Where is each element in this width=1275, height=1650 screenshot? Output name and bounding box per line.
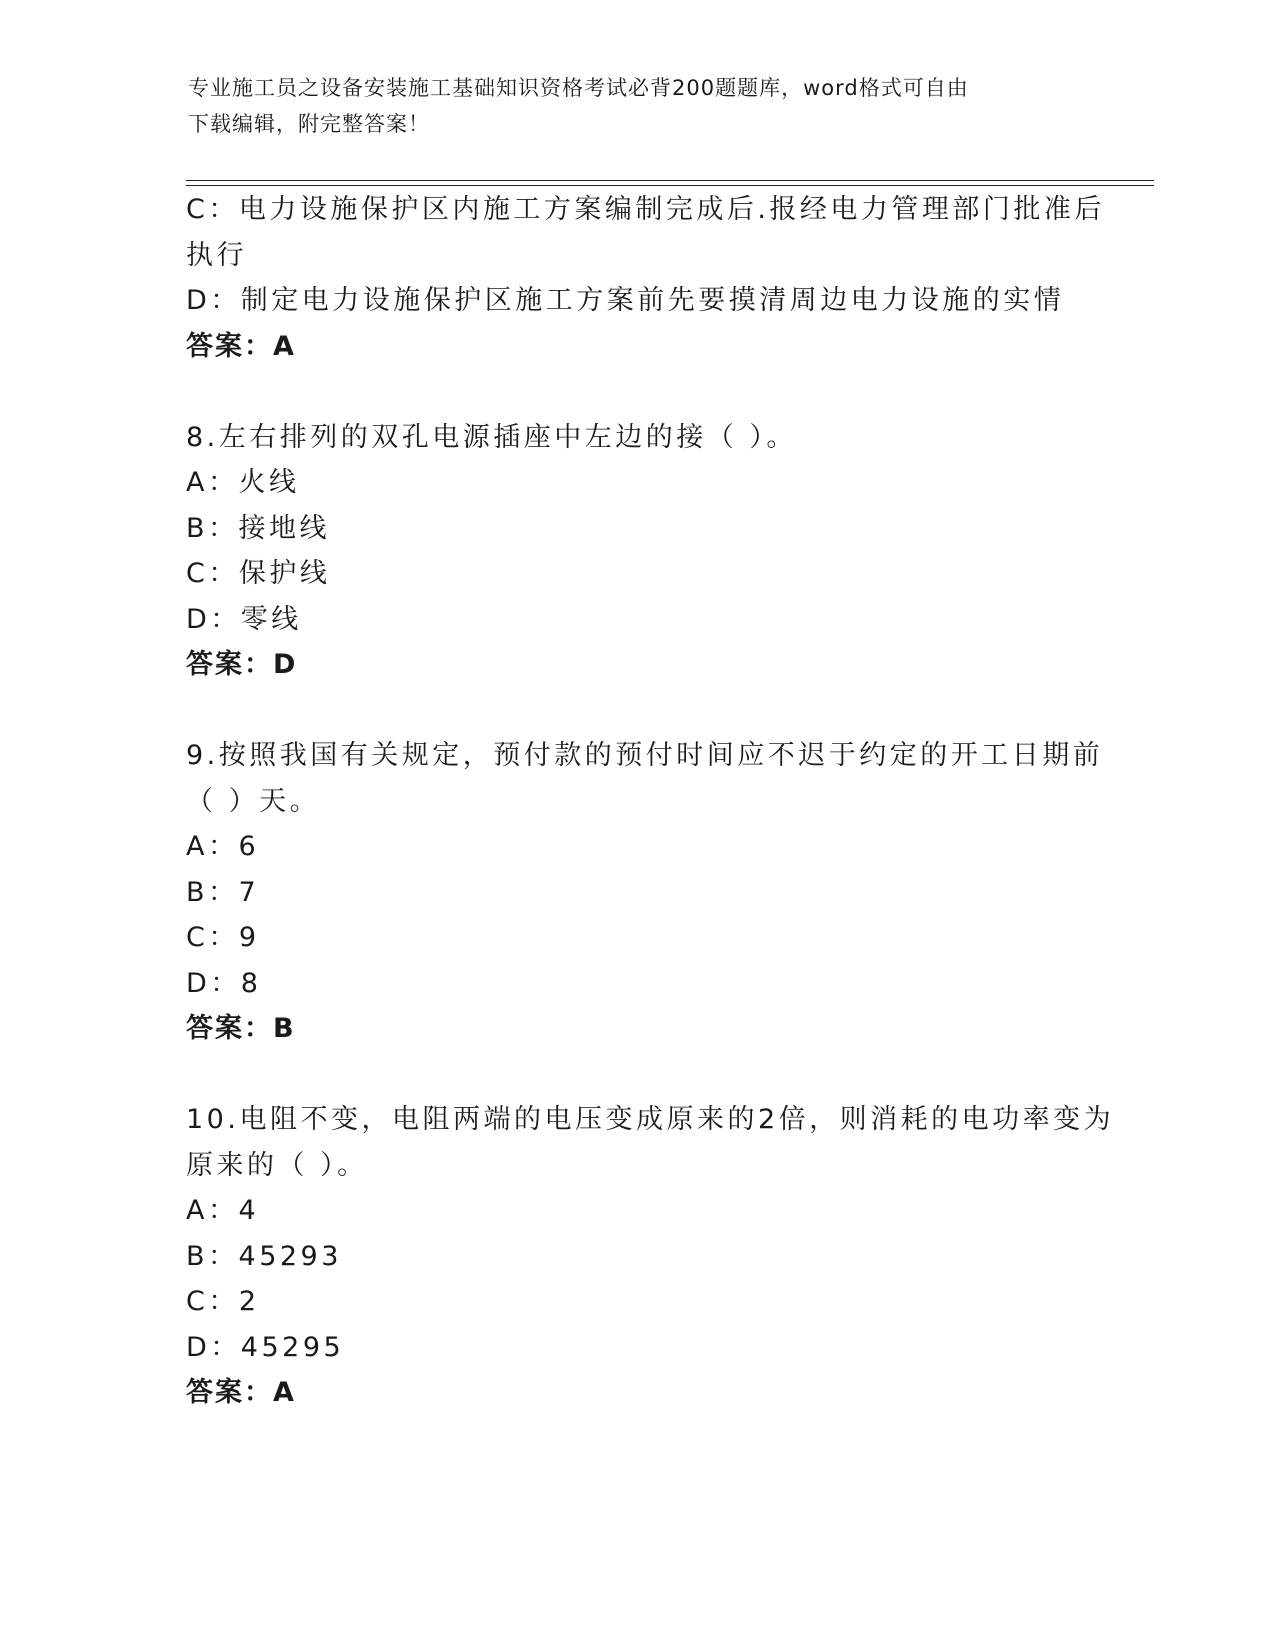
question-stem-line-2: 原来的（ ）。 [186, 1149, 368, 1181]
question-9 [186, 733, 1104, 1052]
previous-question-tail [186, 187, 1105, 369]
question-spacer [186, 688, 1086, 734]
answer: 答案：A [186, 1377, 296, 1408]
option-c-line-1: C：电力设施保护区内施工方案编制完成后.报经电力管理部门批准后 [186, 194, 1105, 225]
header-title-line-2: 下载编辑，附完整答案！ [188, 112, 430, 136]
answer: 答案：A [186, 330, 296, 362]
option-a: A：火线 [186, 467, 300, 498]
option-b: B：7 [186, 876, 260, 908]
option-d: D：45295 [186, 1331, 345, 1363]
option-d: D：零线 [186, 603, 302, 635]
question-stem-line-1: 9.按照我国有关规定，预付款的预付时间应不迟于约定的开工日期前 [186, 740, 1104, 771]
option-c: C：保护线 [186, 558, 331, 589]
option-b: B：接地线 [186, 512, 331, 544]
question-10 [186, 1097, 1115, 1416]
option-c-line-2: 执行 [186, 239, 247, 271]
option-a: A：6 [186, 831, 260, 862]
option-b: B：45293 [186, 1240, 342, 1272]
answer: 答案：D [186, 649, 298, 680]
option-a: A：4 [186, 1195, 260, 1226]
document-header [188, 70, 1088, 142]
question-spacer [186, 1052, 1086, 1098]
header-divider-top [186, 180, 1154, 181]
question-stem-line-2: （ ）天。 [186, 785, 321, 817]
option-d: D：制定电力设施保护区施工方案前先要摸清周边电力设施的实情 [186, 285, 1065, 316]
question-8 [186, 415, 1086, 688]
header-divider-bottom [186, 185, 1154, 186]
question-content [186, 187, 1115, 1416]
answer: 答案：B [186, 1013, 296, 1044]
option-c: C：9 [186, 922, 260, 953]
option-d: D：8 [186, 967, 262, 999]
header-title-line-1: 专业施工员之设备安装施工基础知识资格考试必背200题题库，word格式可自由 [188, 76, 969, 100]
question-spacer [186, 369, 1086, 415]
option-c: C：2 [186, 1286, 260, 1317]
question-stem-line-1: 10.电阻不变，电阻两端的电压变成原来的2倍，则消耗的电功率变为 [186, 1104, 1115, 1135]
question-stem: 8.左右排列的双孔电源插座中左边的接（ ）。 [186, 421, 797, 453]
